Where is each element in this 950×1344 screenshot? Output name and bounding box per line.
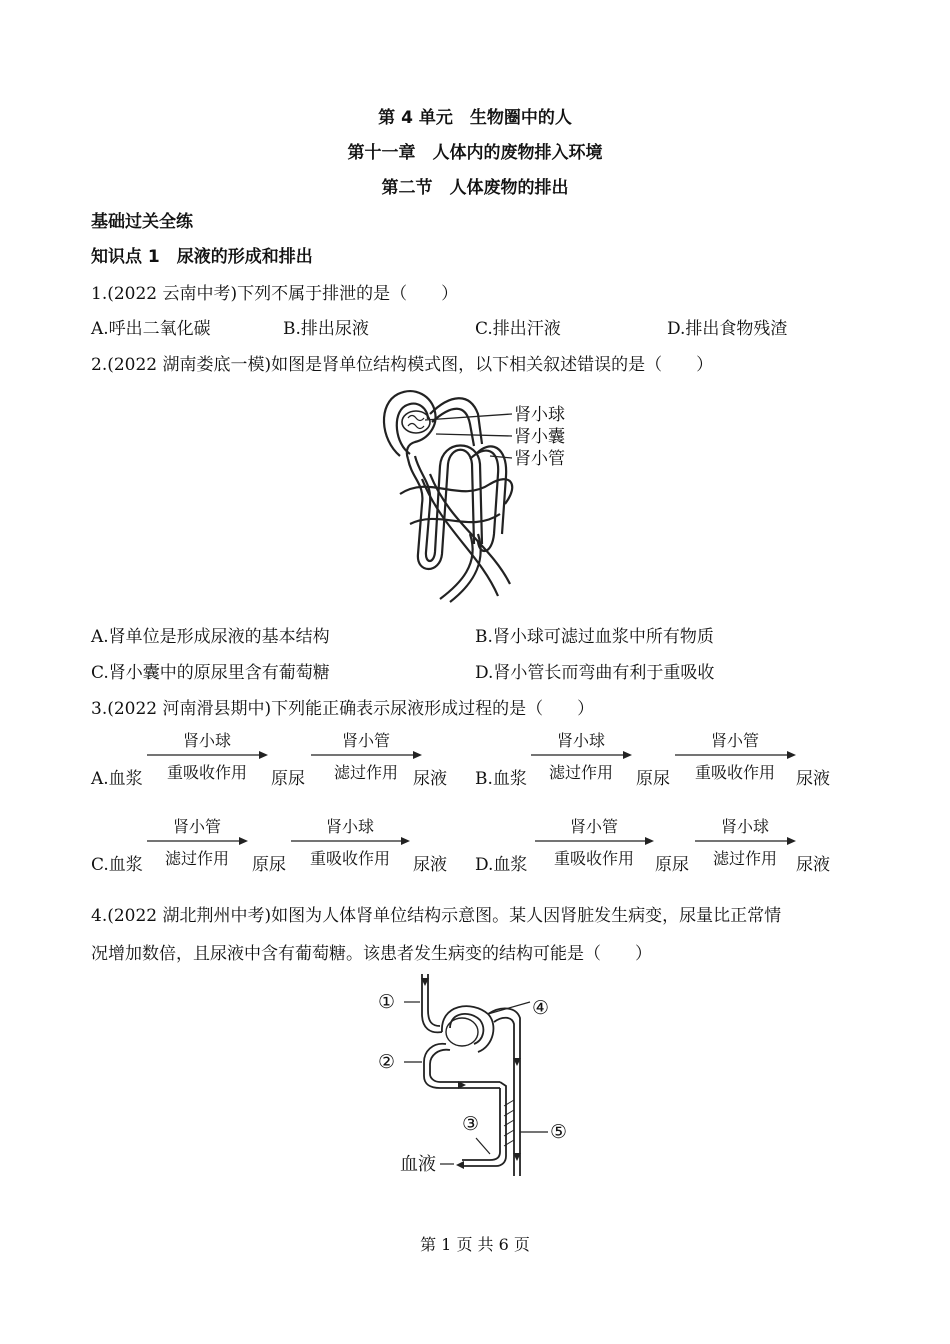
- option-d-arrow2-top: 肾小球: [720, 817, 769, 836]
- marker-3-label: ③: [462, 1113, 480, 1135]
- capsule-label: 肾小囊: [514, 427, 565, 447]
- option-b-start: B.血浆: [475, 769, 527, 789]
- option-a-arrow2-bottom: 滤过作用: [333, 763, 398, 782]
- q1-option-b[interactable]: B.排出尿液: [283, 319, 369, 339]
- q3-stem: 3.(2022 河南滑县期中)下列能正确表示尿液形成过程的是（ ）: [91, 699, 595, 719]
- option-c-arrow2-top: 肾小球: [325, 817, 374, 836]
- option-b-arrow2-top: 肾小管: [710, 731, 759, 750]
- option-a-mid: 原尿: [271, 769, 305, 789]
- option-d-arrow1-bottom: 重吸收作用: [553, 849, 634, 868]
- q2-option-c[interactable]: C.肾小囊中的原尿里含有葡萄糖: [91, 663, 330, 683]
- q2-option-a[interactable]: A.肾单位是形成尿液的基本结构: [91, 627, 330, 647]
- knowledge-point-heading: 知识点 1 尿液的形成和排出: [91, 247, 313, 267]
- q4-stem-line1: 4.(2022 湖北荆州中考)如图为人体肾单位结构示意图。某人因肾脏发生病变，尿量比正常情: [91, 906, 782, 926]
- arrow-icon: [695, 836, 797, 846]
- arrow-icon: [147, 750, 269, 760]
- basic-heading: 基础过关全练: [91, 212, 193, 232]
- option-c-end: 尿液: [413, 855, 447, 875]
- q2-option-d[interactable]: D.肾小管长而弯曲有利于重吸收: [475, 663, 715, 683]
- arrow-icon: [291, 836, 411, 846]
- q3-option-d[interactable]: [475, 814, 855, 884]
- page-footer: 第 1 页 共 6 页: [420, 1235, 530, 1254]
- tubule-label: 肾小管: [514, 449, 565, 469]
- q1-option-d[interactable]: D.排出食物残渣: [667, 319, 788, 339]
- marker-2-label: ②: [378, 1051, 396, 1073]
- option-c-arrow1-top: 肾小管: [172, 817, 221, 836]
- q1-option-a[interactable]: A.呼出二氧化碳: [91, 319, 211, 339]
- option-c-mid: 原尿: [252, 855, 286, 875]
- option-b-arrow1-bottom: 滤过作用: [548, 763, 613, 782]
- q3-option-c[interactable]: [91, 814, 471, 884]
- option-c-start: C.血浆: [91, 855, 143, 875]
- q2-stem: 2.(2022 湖南娄底一模)如图是肾单位结构模式图，以下相关叙述错误的是（ ）: [91, 355, 714, 375]
- option-b-arrow1-top: 肾小球: [556, 731, 605, 750]
- arrow-icon: [311, 750, 423, 760]
- option-b-mid: 原尿: [636, 769, 670, 789]
- option-d-arrow2-bottom: 滤过作用: [712, 849, 777, 868]
- marker-5-label: ⑤: [550, 1121, 568, 1143]
- option-b-end: 尿液: [796, 769, 830, 789]
- option-d-end: 尿液: [796, 855, 830, 875]
- glomerulus-label: 肾小球: [514, 405, 565, 425]
- option-a-start: A.血浆: [91, 769, 143, 789]
- q3-option-a[interactable]: [91, 728, 471, 798]
- section-title: 第二节 人体废物的排出: [381, 178, 569, 198]
- q4-stem-line2: 况增加数倍，且尿液中含有葡萄糖。该患者发生病变的结构可能是（ ）: [91, 944, 652, 964]
- blood-label: 血液: [400, 1154, 436, 1175]
- option-b-arrow2-bottom: 重吸收作用: [694, 763, 775, 782]
- arrow-icon: [675, 750, 797, 760]
- marker-1-label: ①: [378, 991, 396, 1013]
- q3-option-b[interactable]: [475, 728, 855, 798]
- option-d-arrow1-top: 肾小管: [569, 817, 618, 836]
- q2-option-b[interactable]: B.肾小球可滤过血浆中所有物质: [475, 627, 714, 647]
- option-c-arrow2-bottom: 重吸收作用: [309, 849, 390, 868]
- option-a-arrow2-top: 肾小管: [341, 731, 390, 750]
- chapter-title: 第十一章 人体内的废物排入环境: [347, 143, 603, 163]
- q1-option-c[interactable]: C.排出汗液: [475, 319, 561, 339]
- q1-stem: 1.(2022 云南中考)下列不属于排泄的是（ ）: [91, 284, 459, 304]
- arrow-icon: [531, 750, 633, 760]
- option-d-start: D.血浆: [475, 855, 528, 875]
- arrow-icon: [147, 836, 249, 846]
- marker-4-label: ④: [532, 997, 550, 1019]
- arrow-icon: [535, 836, 655, 846]
- option-a-end: 尿液: [413, 769, 447, 789]
- option-d-mid: 原尿: [655, 855, 689, 875]
- nephron-structure-diagram: [370, 966, 590, 1191]
- option-c-arrow1-bottom: 滤过作用: [164, 849, 229, 868]
- unit-title: 第 4 单元 生物圈中的人: [378, 108, 572, 128]
- nephron-diagram: [370, 384, 590, 604]
- option-a-arrow1-bottom: 重吸收作用: [166, 763, 247, 782]
- option-a-arrow1-top: 肾小球: [182, 731, 231, 750]
